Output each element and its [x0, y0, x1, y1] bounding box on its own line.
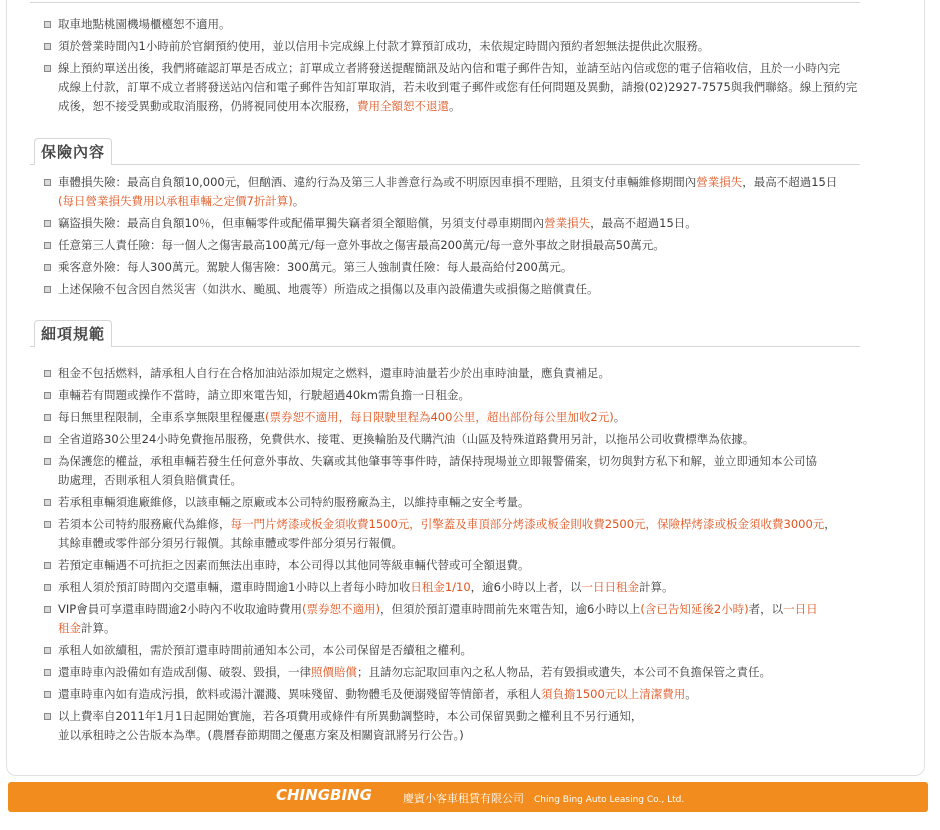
- highlight-text: (票券恕不適用，每日限駛里程為400公里，超出部份每公里加收2元): [265, 410, 614, 424]
- item-text: 。: [292, 194, 305, 208]
- highlight-text: 日租金1/10: [410, 580, 471, 594]
- list-item: [44, 534, 874, 553]
- item-text: 線上預約單送出後，我們將確認訂單是否成立；訂單成立者將發送提醒簡訊及站內信和電子郵件告知，並請至站內信或您的電子信箱收信，且於一小時內完: [58, 61, 840, 75]
- item-text: 每日無里程限制，全車系享無限里程優惠: [58, 410, 265, 424]
- item-text: 租金不包括燃料，請承租人自行在合格加油站添加規定之燃料，還車時油量若少於出車時油量，應負責補足。: [58, 366, 610, 380]
- notice-list: [44, 15, 874, 119]
- list-item: [44, 37, 874, 56]
- insurance-list: [44, 173, 874, 302]
- square-bullet-icon: [44, 606, 51, 613]
- footer-bar: [8, 782, 928, 812]
- list-item: [44, 726, 874, 745]
- item-text: 須於營業時間內1小時前於官網預約使用，並以信用卡完成線上付款才算預訂成功，未依規定時間內預約者恕無法提供此次服務。: [58, 39, 710, 53]
- section-title-insurance: 保險內容: [34, 138, 112, 165]
- item-text: ，最高不超過15日: [742, 175, 838, 189]
- item-text: 車輛若有問題或操作不當時，請立即來電告知，行駛超過40km需負擔一日租金。: [58, 388, 470, 402]
- item-text: 並以承租時之公告版本為準。(農曆春節期間之優惠方案及相關資訊將另行公告。): [58, 728, 464, 742]
- item-text: 為保護您的權益，承租車輛若發生任何意外事故、失竊或其他肇事等事件時，請保持現場並立即報警備案，切勿與對方私下和解，並立即通知本公司協: [58, 454, 817, 468]
- item-text: 還車時車內設備如有造成刮傷、破裂、毀損，一律: [58, 665, 311, 679]
- square-bullet-icon: [44, 220, 51, 227]
- square-bullet-icon: [44, 21, 51, 28]
- list-item: [44, 236, 874, 255]
- list-item: [44, 685, 874, 704]
- item-text: 。: [449, 99, 461, 113]
- square-bullet-icon: [44, 414, 51, 421]
- square-bullet-icon: [44, 647, 51, 654]
- item-text: 若須本公司特約服務廠代為維修，: [58, 517, 231, 531]
- list-item: [44, 641, 874, 660]
- square-bullet-icon: [44, 286, 51, 293]
- list-item: [44, 192, 874, 211]
- square-bullet-icon: [44, 458, 51, 465]
- square-bullet-icon: [44, 264, 51, 271]
- square-bullet-icon: [44, 392, 51, 399]
- company-name-en: Ching Bing Auto Leasing Co., Ltd.: [534, 795, 685, 805]
- item-text: 還車時車內如有造成污損，飲料或湯汁灑濺、異味殘留、動物體毛及便溺殘留等情節者，承租人: [58, 687, 541, 701]
- item-text: ；且請勿忘記取回車內之私人物品，若有毀損或遺失，本公司不負擔保管之責任。: [357, 665, 771, 679]
- list-item: [44, 619, 874, 638]
- item-text: 成後，恕不接受異動或取消服務，仍將視同使用本次服務，: [58, 99, 357, 113]
- list-item: [44, 430, 874, 449]
- item-text: VIP會員可享還車時間逾2小時內不收取逾時費用: [58, 602, 303, 616]
- highlight-text: (每日營業損失費用以承租車輛之定價7折計算): [58, 194, 293, 208]
- rules-list: [44, 364, 874, 748]
- highlight-text: 每一門片烤漆或板金須收費1500元，引擎蓋及車頂部分烤漆或板金則收費2500元，保險桿烤漆或板金須收費3000元: [230, 517, 825, 531]
- company-name-zh: 慶賓小客車租賃有限公司: [403, 792, 524, 805]
- item-text: 承租人如欲續租，需於預訂還車時間前通知本公司，本公司保留是否續租之權利。: [58, 643, 472, 657]
- item-text: 。: [685, 687, 697, 701]
- footer-company: [403, 790, 684, 806]
- item-text: ，但須於預訂還車時間前先來電告知，逾6小時以上: [380, 602, 641, 616]
- list-item: [44, 15, 874, 34]
- highlight-text: 租金: [58, 621, 81, 635]
- list-item: [44, 515, 874, 534]
- highlight-text: 費用全額恕不退還: [357, 99, 449, 113]
- list-item: [44, 452, 874, 471]
- item-text: 其餘車體或零件部分須另行報價。其餘車體或零件部分須另行報價。: [58, 536, 403, 550]
- square-bullet-icon: [44, 436, 51, 443]
- item-text: ，逾6小時以上者，以: [470, 580, 582, 594]
- list-item: [44, 493, 874, 512]
- section-title-rules: 細項規範: [34, 320, 112, 347]
- list-item: [44, 707, 874, 726]
- square-bullet-icon: [44, 65, 51, 72]
- list-item: [44, 173, 874, 192]
- highlight-text: (票券恕不適用): [302, 602, 380, 616]
- highlight-text: (含已告知延後2小時): [640, 602, 749, 616]
- item-text: 計算。: [638, 580, 674, 594]
- item-text: 任意第三人責任險：每一個人之傷害最高100萬元/每一意外事故之傷害最高200萬元/每一意外事故之財損最高50萬元。: [58, 238, 665, 252]
- item-text: 以上費率自2011年1月1日起開始實施，若各項費用或條件有所異動調整時，本公司保留異動之權利且不另行通知，: [58, 709, 643, 723]
- list-item: [44, 364, 874, 383]
- section-divider: [30, 2, 860, 3]
- highlight-text: 一日日租金: [581, 580, 639, 594]
- list-item: [44, 258, 874, 277]
- list-item: [44, 214, 874, 233]
- list-item: [44, 97, 874, 116]
- square-bullet-icon: [44, 713, 51, 720]
- highlight-text: 須負擔1500元以上清潔費用: [541, 687, 686, 701]
- list-item: [44, 556, 874, 575]
- square-bullet-icon: [44, 242, 51, 249]
- item-text: 上述保險不包含因自然災害（如洪水、颱風、地震等）所造成之損傷以及車內設備遺失或損傷之賠償責任。: [58, 282, 599, 296]
- square-bullet-icon: [44, 179, 51, 186]
- square-bullet-icon: [44, 669, 51, 676]
- list-item: [44, 578, 874, 597]
- item-text: 車體損失險：最高自負額10,000元，但酗酒、違約行為及第三人非善意行為或不明原因車損不理賠，且須支付車輛維修期間內: [58, 175, 697, 189]
- item-text: 助處理，否則承租人須負賠償責任。: [58, 473, 242, 487]
- highlight-text: 照價賠償: [311, 665, 357, 679]
- square-bullet-icon: [44, 521, 51, 528]
- list-item: [44, 59, 874, 78]
- square-bullet-icon: [44, 562, 51, 569]
- item-text: 承租人須於預訂時間內交還車輛，還車時間逾1小時以上者每小時加收: [58, 580, 411, 594]
- list-item: [44, 408, 874, 427]
- square-bullet-icon: [44, 691, 51, 698]
- square-bullet-icon: [44, 499, 51, 506]
- list-item: [44, 663, 874, 682]
- item-text: 。: [613, 410, 626, 424]
- item-text: ，: [824, 517, 836, 531]
- list-item: [44, 78, 874, 97]
- item-text: 若承租車輛須進廠維修，以該車輛之原廠或本公司特約服務廠為主，以維持車輛之安全考量。: [58, 495, 530, 509]
- item-text: 計算。: [81, 621, 116, 635]
- square-bullet-icon: [44, 370, 51, 377]
- section-divider: [30, 346, 860, 347]
- item-text: 者，以: [748, 602, 784, 616]
- item-text: 成線上付款，訂單不成立者將發送站內信和電子郵件告知訂單取消，若未收到電子郵件或您有任何問題及異動，請撥(02)2927-7575與我們聯絡。線上預約完: [58, 80, 858, 94]
- list-item: [44, 600, 874, 619]
- highlight-text: 營業損失: [544, 216, 591, 230]
- section-divider: [30, 164, 860, 165]
- list-item: [44, 280, 874, 299]
- list-item: [44, 386, 874, 405]
- item-text: ，最高不超過15日。: [590, 216, 697, 230]
- highlight-text: 營業損失: [696, 175, 743, 189]
- list-item: [44, 471, 874, 490]
- item-text: 全省道路30公里24小時免費拖吊服務，免費供水、接電、更換輪胎及代購汽油（山區及特殊道路費用另計，以拖吊公司收費標準為依據。: [58, 432, 755, 446]
- square-bullet-icon: [44, 43, 51, 50]
- square-bullet-icon: [44, 584, 51, 591]
- item-text: 若預定車輛遇不可抗拒之因素而無法出車時，本公司得以其他同等級車輛代替或可全額退費。: [58, 558, 530, 572]
- item-text: 取車地點桃園機場櫃檯恕不適用。: [58, 17, 231, 31]
- highlight-text: 一日日: [783, 602, 818, 616]
- item-text: 竊盜損失險：最高自負額10％，但車輛零件或配備單獨失竊者須全額賠償，另須支付尋車期間內: [58, 216, 545, 230]
- item-text: 乘客意外險：每人300萬元。駕駛人傷害險：300萬元。第三人強制責任險：每人最高給付200萬元。: [58, 260, 573, 274]
- company-logo: CHINGBING: [276, 786, 372, 804]
